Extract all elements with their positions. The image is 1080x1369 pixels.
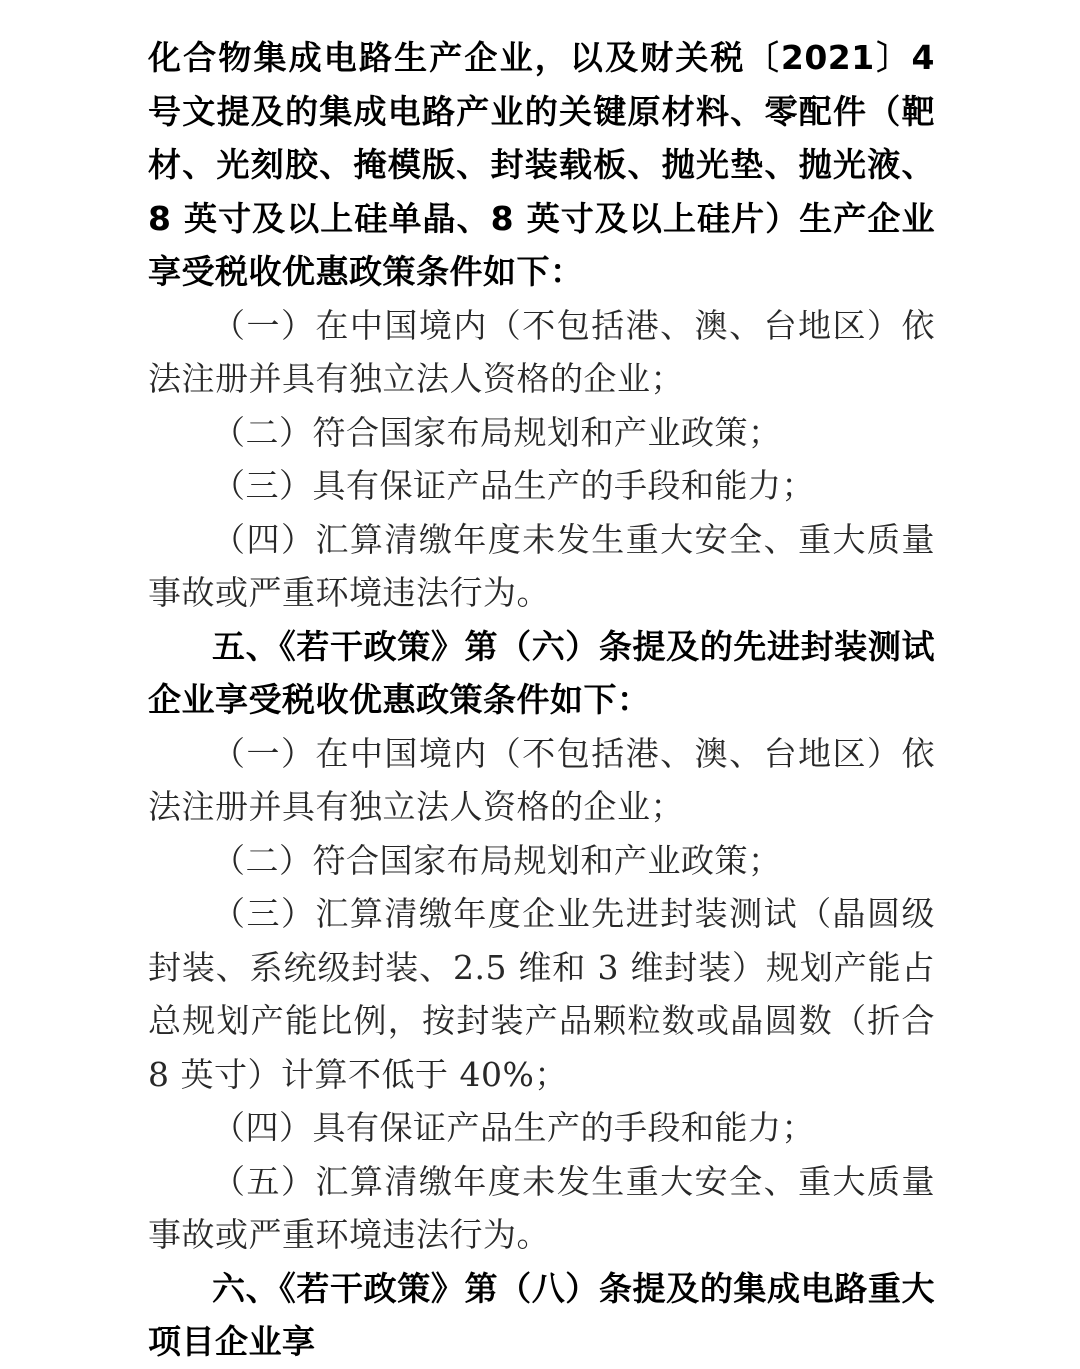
section4-condition-item-1: （一）在中国境内（不包括港、澳、台地区）依法注册并具有独立法人资格的企业； xyxy=(148,305,935,398)
section5-condition-item-3: （三）汇算清缴年度企业先进封装测试（晶圆级封装、系统级封装、2.5 维和 3 维封装）规划产能占总规划产能比例，按封装产品颗粒数或晶圆数（折合 8 英寸）计算不低于 40%； xyxy=(148,894,935,1094)
section5-condition-item-2: （二）符合国家布局规划和产业政策； xyxy=(212,840,782,880)
section5-condition-item-4: （四）具有保证产品生产的手段和能力； xyxy=(212,1108,815,1147)
section4-condition-item-2: （二）符合国家布局规划和产业政策； xyxy=(212,412,782,452)
section5-condition-item-1: （一）在中国境内（不包括港、澳、台地区）依法注册并具有独立法人资格的企业； xyxy=(148,733,935,826)
section4-condition-item-4: （四）汇算清缴年度未发生重大安全、重大质量事故或严重环境违法行为。 xyxy=(148,519,935,612)
section5-condition-item-5: （五）汇算清缴年度未发生重大安全、重大质量事故或严重环境违法行为。 xyxy=(148,1161,935,1254)
section5-heading: 五、《若干政策》第（六）条提及的先进封装测试企业享受税收优惠政策条件如下： xyxy=(148,626,935,719)
section6-heading: 六、《若干政策》第（八）条提及的集成电路重大项目企业享 xyxy=(148,1268,935,1361)
intro-continuation-paragraph: 化合物集成电路生产企业，以及财关税〔2021〕4 号文提及的集成电路产业的关键原材料、零配件（靶材、光刻胶、掩模版、封装载板、抛光垫、抛光液、8 英寸及以上硅单晶、8 英寸及以上硅片）生产企业享受税收优惠政策条件如下： xyxy=(148,38,935,291)
section4-condition-item-3: （三）具有保证产品生产的手段和能力； xyxy=(212,466,815,505)
